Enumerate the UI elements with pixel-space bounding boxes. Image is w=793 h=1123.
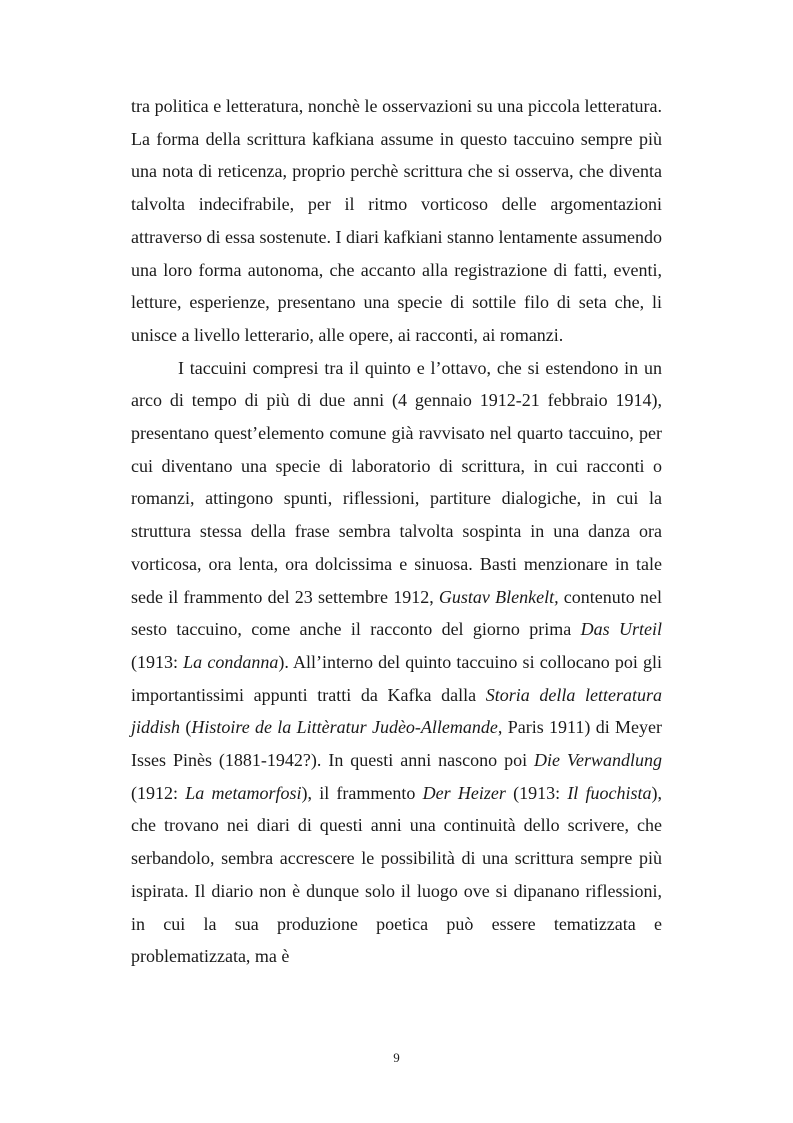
text-run: (1913: — [131, 651, 184, 672]
italic-title-text: Der Heizer — [422, 782, 506, 803]
text-run: ), il frammento — [301, 782, 423, 803]
text-run: ), che trovano nei diari di questi anni una continuità dello scrivere, che serbandolo, sembra accrescere le possibilità di una scrittura sempre più ispirata. Il diario non è dunque solo il luogo ove si dipanano riflessioni, in cui la sua produzione poetica può essere tematizzata e problematizzata, ma è — [131, 782, 663, 967]
italic-title-text: Storia della letteratura jiddish — [131, 684, 662, 738]
italic-title-text: Die Verwandlung — [534, 750, 662, 771]
paragraph-2 — [131, 352, 662, 973]
text-run: , Paris 1911) di Meyer Isses Pinès (1881-1942?). In questi anni nascono poi — [131, 717, 662, 771]
italic-title-text: La metamorfosi — [185, 782, 302, 803]
paragraph-1 — [131, 90, 662, 352]
text-run: contenuto nel sesto taccuino, come anche il racconto del giorno prima — [131, 586, 662, 640]
text-run: (1912: — [131, 782, 186, 803]
body-text — [131, 90, 662, 973]
text-run: (1913: — [505, 782, 568, 803]
italic-title-text: Il fuochista — [567, 782, 652, 803]
italic-title-text: Histoire de la Littèratur Judèo-Allemande — [191, 717, 498, 738]
italic-title-text: La condanna — [183, 651, 279, 672]
text-run: I taccuini compresi tra il quinto e l’ottavo, che si estendono in un arco di tempo di più di due anni (4 gennaio 1912-21 febbraio 1914), presentano quest’elemento comune già ravvisato nel quarto taccuino, per cui diventano una specie di laboratorio di scrittura, in cui racconti o romanzi, attingono spunti, riflessioni, partiture dialogiche, in cui la struttura stessa della frase sembra talvolta sospinta in una danza ora vorticosa, ora lenta, ora dolcissima e sinuosa. Basti menzionare in tale sede il frammento del 23 settembre 1912, — [131, 357, 662, 607]
text-run: tra politica e letteratura, nonchè le osservazioni su una piccola letteratura. La forma della scrittura kafkiana assume in questo taccuino sempre più una nota di reticenza, proprio perchè scrittura che si osserva, che diventa talvolta indecifrabile, per il ritmo vorticoso delle argomentazioni attraverso di essa sostenute. I diari kafkiani stanno lentamente assumendo una loro forma autonoma, che accanto alla registrazione di fatti, eventi, letture, esperienze, presentano una specie di sottile filo di seta che, li unisce a livello letterario, alle opere, ai racconti, ai romanzi. — [131, 96, 662, 345]
italic-title-text: Gustav Blenkelt, — [438, 586, 559, 607]
italic-title-text: Das Urteil — [580, 619, 663, 640]
text-run: ). All’interno del quinto taccuino si collocano poi gli importantissimi appunti tratti da Kafka dalla — [131, 651, 663, 705]
text-run: ( — [180, 717, 192, 738]
page-number: 9 — [393, 1050, 400, 1065]
